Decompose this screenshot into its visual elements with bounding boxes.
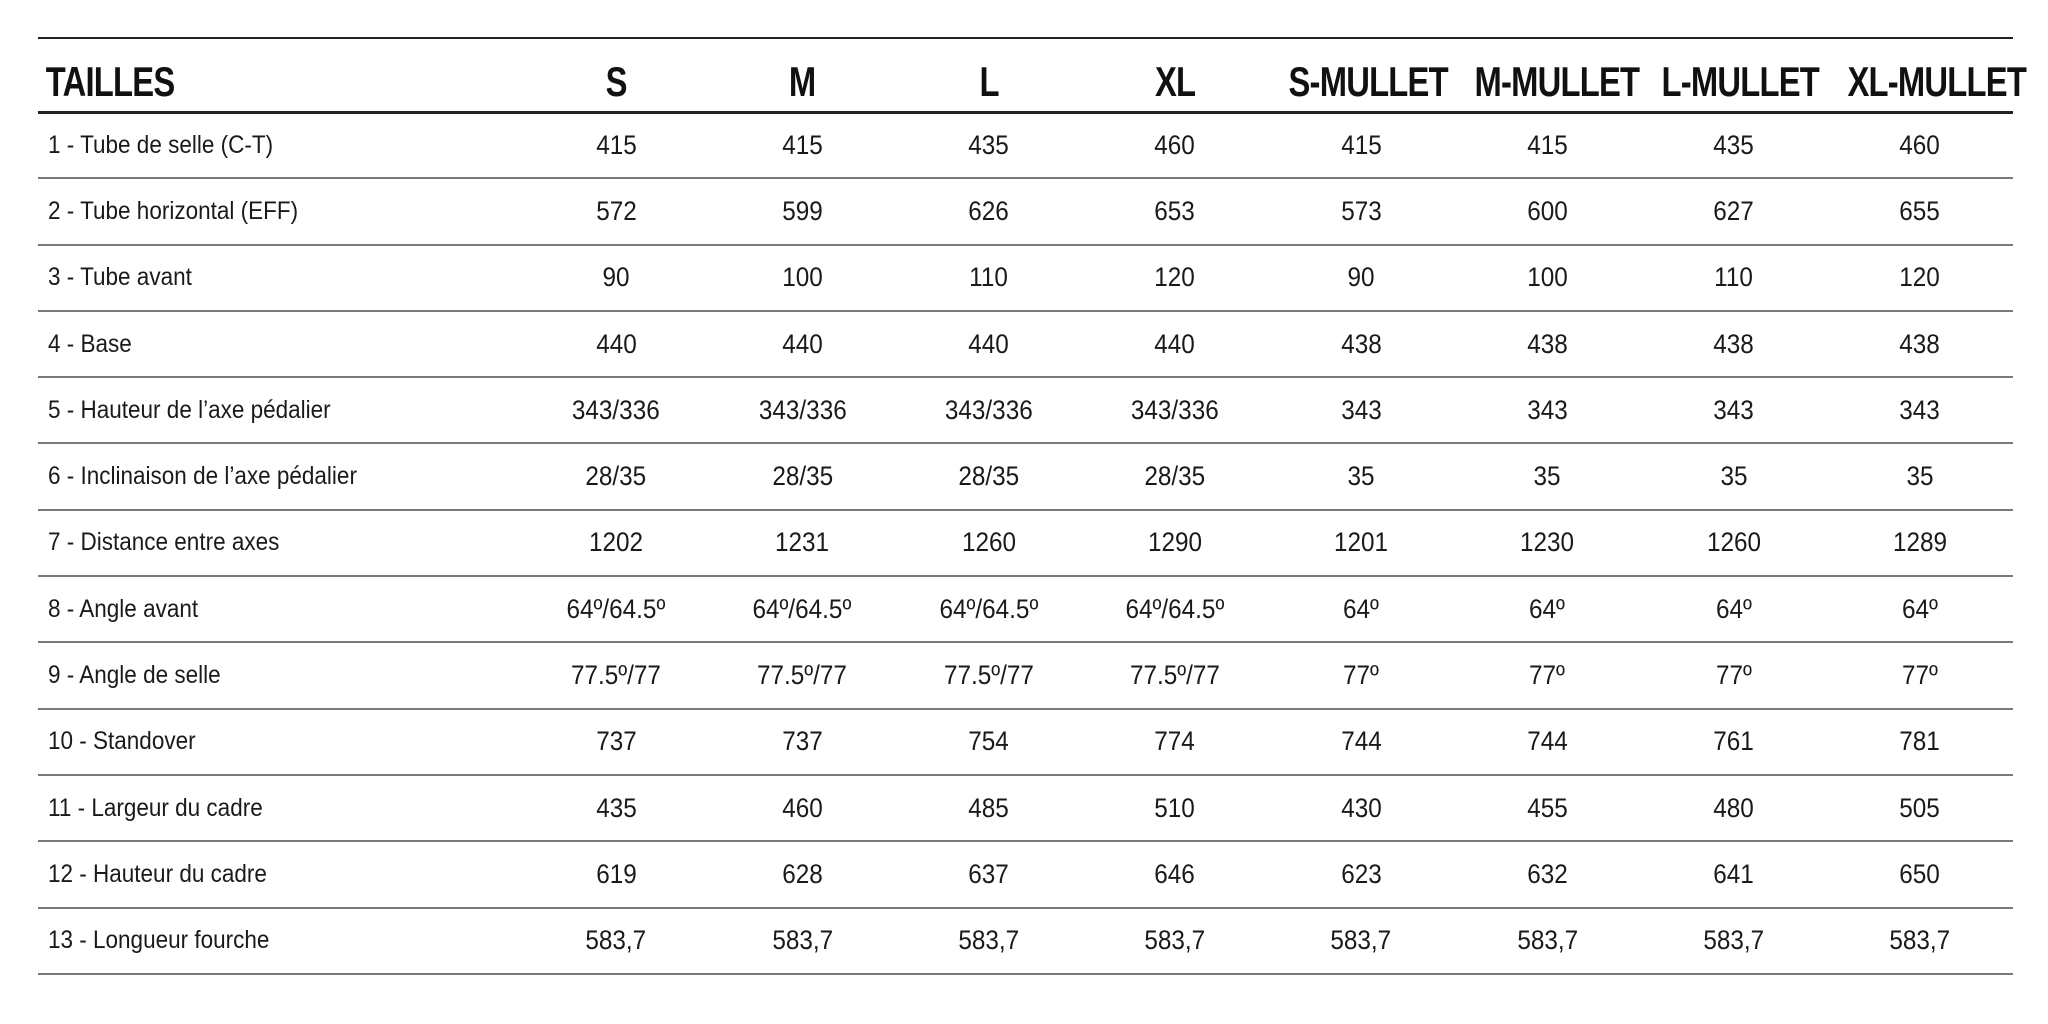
value-cell <box>1268 178 1454 244</box>
value-cell <box>523 443 709 509</box>
measurement-name: 11 - Largeur du cadre <box>48 793 263 822</box>
measurement-value: 438 <box>1527 328 1568 359</box>
measurement-value: 632 <box>1527 858 1568 889</box>
measurement-value: 100 <box>1527 262 1568 293</box>
measurement-value: 510 <box>1154 792 1196 823</box>
measurement-value: 627 <box>1713 195 1754 226</box>
value-cell <box>1268 377 1454 443</box>
value-cell <box>1082 841 1268 907</box>
value-cell <box>1082 112 1268 178</box>
measurement-value: 653 <box>1154 195 1196 226</box>
measurement-value: 761 <box>1713 726 1754 757</box>
measurement-value: 583,7 <box>1144 925 1206 956</box>
header-size-xl-mullet: XL-MULLET <box>1847 57 2026 105</box>
value-cell <box>1082 443 1268 509</box>
value-cell <box>1268 311 1454 377</box>
measurement-value: 646 <box>1154 858 1196 889</box>
value-cell <box>896 112 1082 178</box>
value-cell <box>523 245 709 311</box>
value-cell <box>1268 841 1454 907</box>
value-cell <box>1082 642 1268 708</box>
table-row <box>38 841 2013 907</box>
value-cell <box>896 377 1082 443</box>
measurement-value: 438 <box>1340 328 1382 359</box>
table-row <box>38 377 2013 443</box>
measurement-value: 343 <box>1527 394 1568 425</box>
measurement-value: 35 <box>1533 461 1561 492</box>
value-cell <box>709 510 895 576</box>
header-size-xl: XL <box>1154 57 1196 105</box>
measurement-name: 1 - Tube de selle (C-T) <box>48 130 274 159</box>
value-cell <box>1827 841 2013 907</box>
measurement-value: 1201 <box>1334 527 1389 558</box>
measurement-value: 64º <box>1343 593 1380 624</box>
measurement-value: 64º/64.5º <box>1125 593 1225 624</box>
table-row <box>38 245 2013 311</box>
measurement-value: 28/35 <box>958 461 1020 492</box>
measurement-name: 4 - Base <box>48 329 132 358</box>
value-cell <box>523 642 709 708</box>
measurement-value: 440 <box>1154 328 1196 359</box>
value-cell <box>709 245 895 311</box>
measurement-value: 583,7 <box>1889 925 1951 956</box>
measurement-value: 583,7 <box>771 925 833 956</box>
value-cell <box>896 841 1082 907</box>
table-header-row <box>38 38 2013 112</box>
row-label-cell <box>38 510 523 576</box>
measurement-value: 100 <box>782 262 823 293</box>
row-label-cell <box>38 178 523 244</box>
measurement-value: 650 <box>1899 858 1941 889</box>
measurement-value: 460 <box>1154 129 1196 160</box>
value-cell <box>1641 908 1827 974</box>
measurement-value: 626 <box>968 195 1009 226</box>
measurement-value: 120 <box>1899 262 1941 293</box>
value-cell <box>1268 510 1454 576</box>
row-label-cell <box>38 709 523 775</box>
measurement-value: 110 <box>969 262 1008 293</box>
measurement-value: 628 <box>782 858 823 889</box>
measurement-value: 744 <box>1527 726 1568 757</box>
header-size-m-mullet: M-MULLET <box>1474 57 1640 105</box>
value-cell <box>1641 178 1827 244</box>
measurement-value: 35 <box>1906 461 1934 492</box>
value-cell <box>1827 775 2013 841</box>
value-cell <box>1454 443 1640 509</box>
table-body <box>38 112 2013 974</box>
measurement-value: 64º/64.5º <box>752 593 852 624</box>
value-cell <box>523 178 709 244</box>
value-cell <box>1082 377 1268 443</box>
row-label-cell <box>38 576 523 642</box>
measurement-value: 77.5º/77 <box>1129 660 1220 691</box>
measurement-name: 7 - Distance entre axes <box>48 528 280 557</box>
value-cell <box>709 642 895 708</box>
measurement-value: 572 <box>595 195 637 226</box>
measurement-name: 8 - Angle avant <box>48 594 199 623</box>
value-cell <box>1827 576 2013 642</box>
value-cell <box>1454 642 1640 708</box>
value-cell <box>1641 576 1827 642</box>
value-cell <box>896 576 1082 642</box>
table-row <box>38 311 2013 377</box>
measurement-value: 440 <box>595 328 637 359</box>
row-label-cell <box>38 245 523 311</box>
table-row <box>38 510 2013 576</box>
value-cell <box>1454 775 1640 841</box>
measurement-value: 583,7 <box>585 925 647 956</box>
value-cell <box>1454 841 1640 907</box>
measurement-value: 90 <box>602 262 630 293</box>
row-label-cell <box>38 642 523 708</box>
measurement-value: 64º/64.5º <box>939 593 1039 624</box>
value-cell <box>1827 908 2013 974</box>
value-cell <box>1827 642 2013 708</box>
measurement-value: 64º/64.5º <box>566 593 666 624</box>
measurement-value: 1290 <box>1147 527 1202 558</box>
value-cell <box>709 908 895 974</box>
value-cell <box>1082 178 1268 244</box>
header-tailles: TAILLES <box>45 57 175 105</box>
measurement-value: 438 <box>1713 328 1754 359</box>
value-cell <box>1827 112 2013 178</box>
measurement-value: 77º <box>1343 660 1380 691</box>
measurement-value: 460 <box>1899 129 1941 160</box>
table-row <box>38 178 2013 244</box>
measurement-value: 435 <box>968 129 1009 160</box>
value-cell <box>1082 510 1268 576</box>
measurement-value: 583,7 <box>958 925 1020 956</box>
value-cell <box>1268 642 1454 708</box>
measurement-value: 77.5º/77 <box>571 660 662 691</box>
measurement-name: 10 - Standover <box>48 727 196 756</box>
value-cell <box>1641 841 1827 907</box>
value-cell <box>523 112 709 178</box>
measurement-value: 343 <box>1340 394 1382 425</box>
measurement-name: 12 - Hauteur du cadre <box>48 859 267 888</box>
value-cell <box>523 841 709 907</box>
value-cell <box>1827 245 2013 311</box>
value-cell <box>709 775 895 841</box>
measurement-value: 1260 <box>961 527 1016 558</box>
measurement-name: 9 - Angle de selle <box>48 661 221 690</box>
measurement-value: 440 <box>968 328 1009 359</box>
value-cell <box>709 377 895 443</box>
measurement-value: 77º <box>1715 660 1752 691</box>
measurement-value: 744 <box>1340 726 1382 757</box>
value-cell <box>896 775 1082 841</box>
measurement-value: 343/336 <box>1130 394 1219 425</box>
measurement-value: 460 <box>782 792 823 823</box>
measurement-value: 64º <box>1901 593 1938 624</box>
header-size-s-mullet: S-MULLET <box>1288 57 1448 105</box>
measurement-value: 781 <box>1899 726 1941 757</box>
value-cell <box>1454 245 1640 311</box>
value-cell <box>1454 510 1640 576</box>
value-cell <box>1827 709 2013 775</box>
value-cell <box>896 245 1082 311</box>
value-cell <box>1641 642 1827 708</box>
value-cell <box>709 841 895 907</box>
measurement-value: 655 <box>1899 195 1941 226</box>
measurement-value: 28/35 <box>585 461 647 492</box>
measurement-name: 2 - Tube horizontal (EFF) <box>48 196 299 225</box>
measurement-value: 28/35 <box>771 461 833 492</box>
row-label-cell <box>38 841 523 907</box>
table-row <box>38 443 2013 509</box>
measurement-value: 573 <box>1340 195 1382 226</box>
value-cell <box>896 311 1082 377</box>
value-cell <box>1454 709 1640 775</box>
geometry-size-table <box>38 37 2026 975</box>
measurement-value: 619 <box>595 858 637 889</box>
measurement-value: 343/336 <box>758 394 847 425</box>
measurement-value: 455 <box>1527 792 1568 823</box>
value-cell <box>1268 709 1454 775</box>
table-row <box>38 642 2013 708</box>
value-cell <box>1082 576 1268 642</box>
measurement-value: 600 <box>1527 195 1568 226</box>
measurement-value: 343 <box>1713 394 1754 425</box>
value-cell <box>709 443 895 509</box>
measurement-value: 737 <box>782 726 823 757</box>
value-cell <box>709 112 895 178</box>
value-cell <box>1268 443 1454 509</box>
value-cell <box>1454 377 1640 443</box>
value-cell <box>1082 908 1268 974</box>
header-size-l-mullet: L-MULLET <box>1660 57 1819 105</box>
measurement-name: 13 - Longueur fourche <box>48 926 270 955</box>
value-cell <box>896 709 1082 775</box>
measurement-value: 435 <box>1713 129 1754 160</box>
measurement-value: 35 <box>1720 461 1748 492</box>
row-label-cell <box>38 908 523 974</box>
measurement-value: 737 <box>595 726 637 757</box>
measurement-value: 77º <box>1529 660 1566 691</box>
value-cell <box>1082 709 1268 775</box>
value-cell <box>1641 510 1827 576</box>
value-cell <box>1082 311 1268 377</box>
value-cell <box>896 443 1082 509</box>
measurement-value: 77.5º/77 <box>943 660 1034 691</box>
value-cell <box>523 709 709 775</box>
measurement-value: 343/336 <box>572 394 661 425</box>
value-cell <box>1827 377 2013 443</box>
measurement-value: 774 <box>1154 726 1196 757</box>
measurement-value: 415 <box>595 129 637 160</box>
value-cell <box>523 576 709 642</box>
value-cell <box>1641 709 1827 775</box>
value-cell <box>1641 311 1827 377</box>
header-size-m: M <box>789 57 816 105</box>
measurement-value: 1202 <box>589 527 644 558</box>
measurement-value: 637 <box>968 858 1009 889</box>
row-label-cell <box>38 377 523 443</box>
measurement-value: 415 <box>1340 129 1382 160</box>
measurement-value: 623 <box>1340 858 1382 889</box>
measurement-value: 64º <box>1529 593 1566 624</box>
table-row <box>38 112 2013 178</box>
value-cell <box>523 311 709 377</box>
value-cell <box>1454 178 1640 244</box>
measurement-value: 77º <box>1901 660 1938 691</box>
measurement-value: 110 <box>1714 262 1753 293</box>
measurement-value: 754 <box>968 726 1009 757</box>
value-cell <box>896 178 1082 244</box>
header-size-s: S <box>605 57 627 105</box>
value-cell <box>1082 245 1268 311</box>
measurement-value: 430 <box>1340 792 1382 823</box>
measurement-value: 415 <box>1527 129 1568 160</box>
header-size-l: L <box>979 57 999 105</box>
row-label-cell <box>38 112 523 178</box>
value-cell <box>1454 908 1640 974</box>
value-cell <box>709 576 895 642</box>
measurement-value: 64º <box>1715 593 1752 624</box>
measurement-name: 6 - Inclinaison de l’axe pédalier <box>48 462 357 491</box>
measurement-value: 1231 <box>775 527 830 558</box>
measurement-value: 438 <box>1899 328 1941 359</box>
value-cell <box>709 709 895 775</box>
measurement-value: 583,7 <box>1703 925 1765 956</box>
table-row <box>38 908 2013 974</box>
value-cell <box>1268 775 1454 841</box>
measurement-value: 435 <box>595 792 637 823</box>
measurement-value: 28/35 <box>1144 461 1206 492</box>
value-cell <box>1827 178 2013 244</box>
value-cell <box>1827 510 2013 576</box>
value-cell <box>1268 908 1454 974</box>
value-cell <box>1641 775 1827 841</box>
measurement-value: 77.5º/77 <box>757 660 848 691</box>
row-label-cell <box>38 443 523 509</box>
measurement-value: 1289 <box>1892 527 1947 558</box>
value-cell <box>1641 112 1827 178</box>
table-row <box>38 709 2013 775</box>
row-label-cell <box>38 775 523 841</box>
value-cell <box>1454 576 1640 642</box>
measurement-value: 1260 <box>1706 527 1761 558</box>
value-cell <box>1827 443 2013 509</box>
measurement-value: 599 <box>782 195 823 226</box>
measurement-name: 3 - Tube avant <box>48 263 192 292</box>
value-cell <box>896 908 1082 974</box>
measurement-value: 120 <box>1154 262 1196 293</box>
value-cell <box>896 642 1082 708</box>
table-row <box>38 576 2013 642</box>
value-cell <box>523 908 709 974</box>
measurement-value: 1230 <box>1520 527 1575 558</box>
value-cell <box>1268 245 1454 311</box>
measurement-value: 485 <box>968 792 1009 823</box>
value-cell <box>1268 576 1454 642</box>
value-cell <box>1641 245 1827 311</box>
measurement-value: 583,7 <box>1516 925 1578 956</box>
measurement-value: 35 <box>1347 461 1375 492</box>
value-cell <box>1454 311 1640 377</box>
value-cell <box>709 311 895 377</box>
measurement-value: 583,7 <box>1330 925 1392 956</box>
value-cell <box>1268 112 1454 178</box>
value-cell <box>896 510 1082 576</box>
value-cell <box>523 510 709 576</box>
measurement-value: 90 <box>1347 262 1375 293</box>
value-cell <box>1082 775 1268 841</box>
measurement-value: 480 <box>1713 792 1754 823</box>
value-cell <box>1827 311 2013 377</box>
measurement-value: 641 <box>1713 858 1754 889</box>
row-label-cell <box>38 311 523 377</box>
measurement-value: 505 <box>1899 792 1941 823</box>
value-cell <box>1454 112 1640 178</box>
measurement-value: 343 <box>1899 394 1941 425</box>
table-row <box>38 775 2013 841</box>
measurement-value: 415 <box>782 129 823 160</box>
measurement-value: 440 <box>782 328 823 359</box>
value-cell <box>709 178 895 244</box>
value-cell <box>1641 377 1827 443</box>
value-cell <box>523 775 709 841</box>
measurement-name: 5 - Hauteur de l’axe pédalier <box>48 395 331 424</box>
value-cell <box>523 377 709 443</box>
value-cell <box>1641 443 1827 509</box>
measurement-value: 343/336 <box>944 394 1033 425</box>
